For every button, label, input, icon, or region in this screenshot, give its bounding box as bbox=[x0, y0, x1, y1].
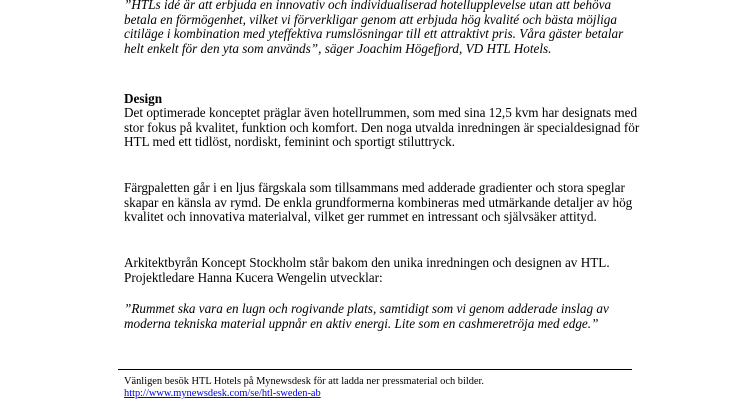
footer-note: Vänligen besök HTL Hotels på Mynewsdesk för att ladda ner pressmaterial och bilder. bbox=[124, 376, 485, 387]
color-palette-paragraph: Färgpaletten går i en ljus färgskala som tillsammans med adderade gradienter och stora speglar skapar en känsla av rymd. De enkla grundformerna kombineras med utmärkande detaljer av hög kvalitet och innovativa materialval, vilket ger rummet en intressant och självsäker attityd. bbox=[124, 180, 633, 225]
project-leader-quote: ”Rummet ska vara en lugn och rogivande plats, samtidigt som vi genom adderade inslag av moderna tekniska material uppnår en aktiv energi. Lite som en cashmeretröja med edge.” bbox=[124, 301, 609, 331]
footer-divider bbox=[118, 369, 632, 370]
design-heading: Design bbox=[124, 91, 163, 106]
ceo-quote: ”HTLs idé är att erbjuda en innovativ och individualiserad hotellupplevelse utan att behöva betala en förmögenhet, vilket vi förverkligar genom att erbjuda hög kvalité och bästa möjliga citiläge i kombination med yteffektiva rumslösningar till ett attraktivt pris. Våra gäster betalar helt enkelt för den yta som används”, säger Joachim Högefjord, VD HTL Hotels. bbox=[124, 0, 624, 57]
mynewsdesk-link[interactable]: http://www.mynewsdesk.com/se/htl-sweden-ab bbox=[124, 388, 321, 399]
architect-paragraph: Arkitektbyrån Koncept Stockholm står bakom den unika inredningen och designen av HTL. Projektledare Hanna Kucera Wengelin utvecklar: bbox=[124, 255, 610, 285]
design-paragraph: Det optimerade konceptet präglar även hotellrummen, som med sina 12,5 kvm har designats med stor fokus på kvalitet, funktion och komfort. Den noga utvalda inredningen är specialdesignad för HTL med ett tidlöst, nordiskt, feminint och sportigt stiluttryck. bbox=[124, 105, 640, 150]
